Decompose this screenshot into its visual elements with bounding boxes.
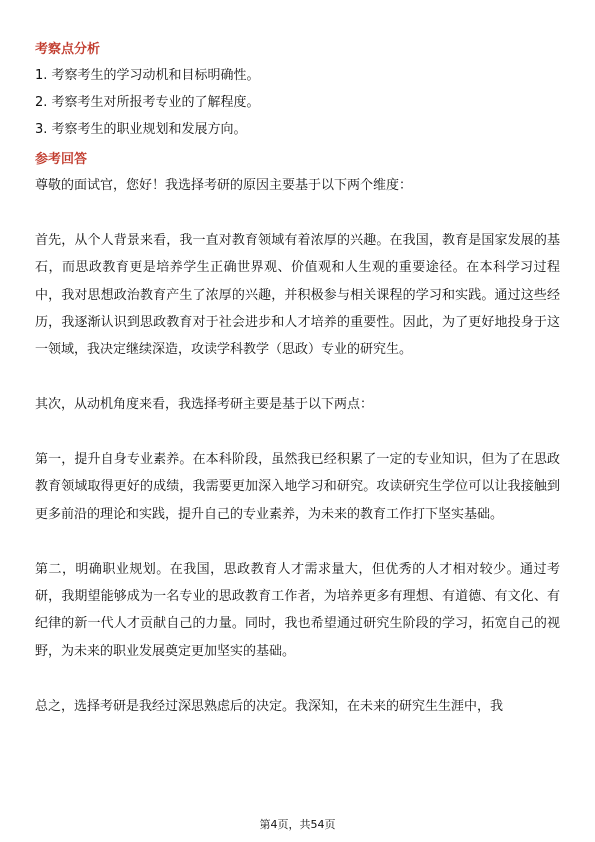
answer-heading: 参考回答 [35, 152, 88, 167]
page-content [35, 38, 560, 720]
analysis-list [35, 62, 560, 143]
analysis-item-2: 2. 考察考生对所报考专业的了解程度。 [35, 95, 260, 110]
answer-motivation-intro-paragraph: 其次，从动机角度来看，我选择考研主要是基于以下两点： [35, 397, 374, 413]
paragraph-spacer [35, 364, 560, 391]
page-number-footer: 第4页，共54页 [259, 818, 336, 831]
answer-background-paragraph: 首先，从个人背景来看，我一直对教育领域有着浓厚的兴趣。在我国，教育是国家发展的基石，而思政教育更是培养学生正确世界观、价值观和人生观的重要途径。在本科学习过程中，我对思想政治教育产生了浓厚的兴趣，并积极参与相关课程的学习和实践。通过这些经历，我逐渐认识到思政教育对于社会进步和人才培养的重要性。因此，为了更好地投身于这一领域，我决定继续深造，攻读学科教学（思政）专业的研究生。 [35, 232, 560, 358]
analysis-item-3: 3. 考察考生的职业规划和发展方向。 [35, 122, 247, 137]
answer-point-two-paragraph: 第二，明确职业规划。在我国，思政教育人才需求量大，但优秀的人才相对较少。通过考研，我期望能够成为一名专业的思政教育工作者，为培养更多有理想、有道德、有文化、有纪律的新一代人才贡献自己的力量。同时，我也希望通过研究生阶段的学习，拓宽自己的视野，为未来的职业发展奠定更加坚实的基础。 [35, 561, 560, 659]
answer-point-one-paragraph: 第一，提升自身专业素养。在本科阶段，虽然我已经积累了一定的专业知识，但为了在思政教育领域取得更好的成绩，我需要更加深入地学习和研究。攻读研究生学位可以让我接触到更多前沿的理论和实践，提升自己的专业素养，为未来的教育工作打下坚实基础。 [35, 452, 560, 522]
answer-conclusion-paragraph: 总之，选择考研是我经过深思熟虑后的决定。我深知，在未来的研究生生涯中，我 [35, 698, 504, 714]
answer-greeting-paragraph: 尊敬的面试官，您好！我选择考研的原因主要基于以下两个维度： [35, 178, 413, 193]
analysis-heading: 考察点分析 [35, 42, 101, 57]
paragraph-spacer [35, 419, 560, 446]
paragraph-spacer [35, 528, 560, 555]
paragraph-spacer [35, 665, 560, 692]
paragraph-spacer [35, 199, 560, 226]
analysis-item-1: 1. 考察考生的学习动机和目标明确性。 [35, 68, 260, 83]
